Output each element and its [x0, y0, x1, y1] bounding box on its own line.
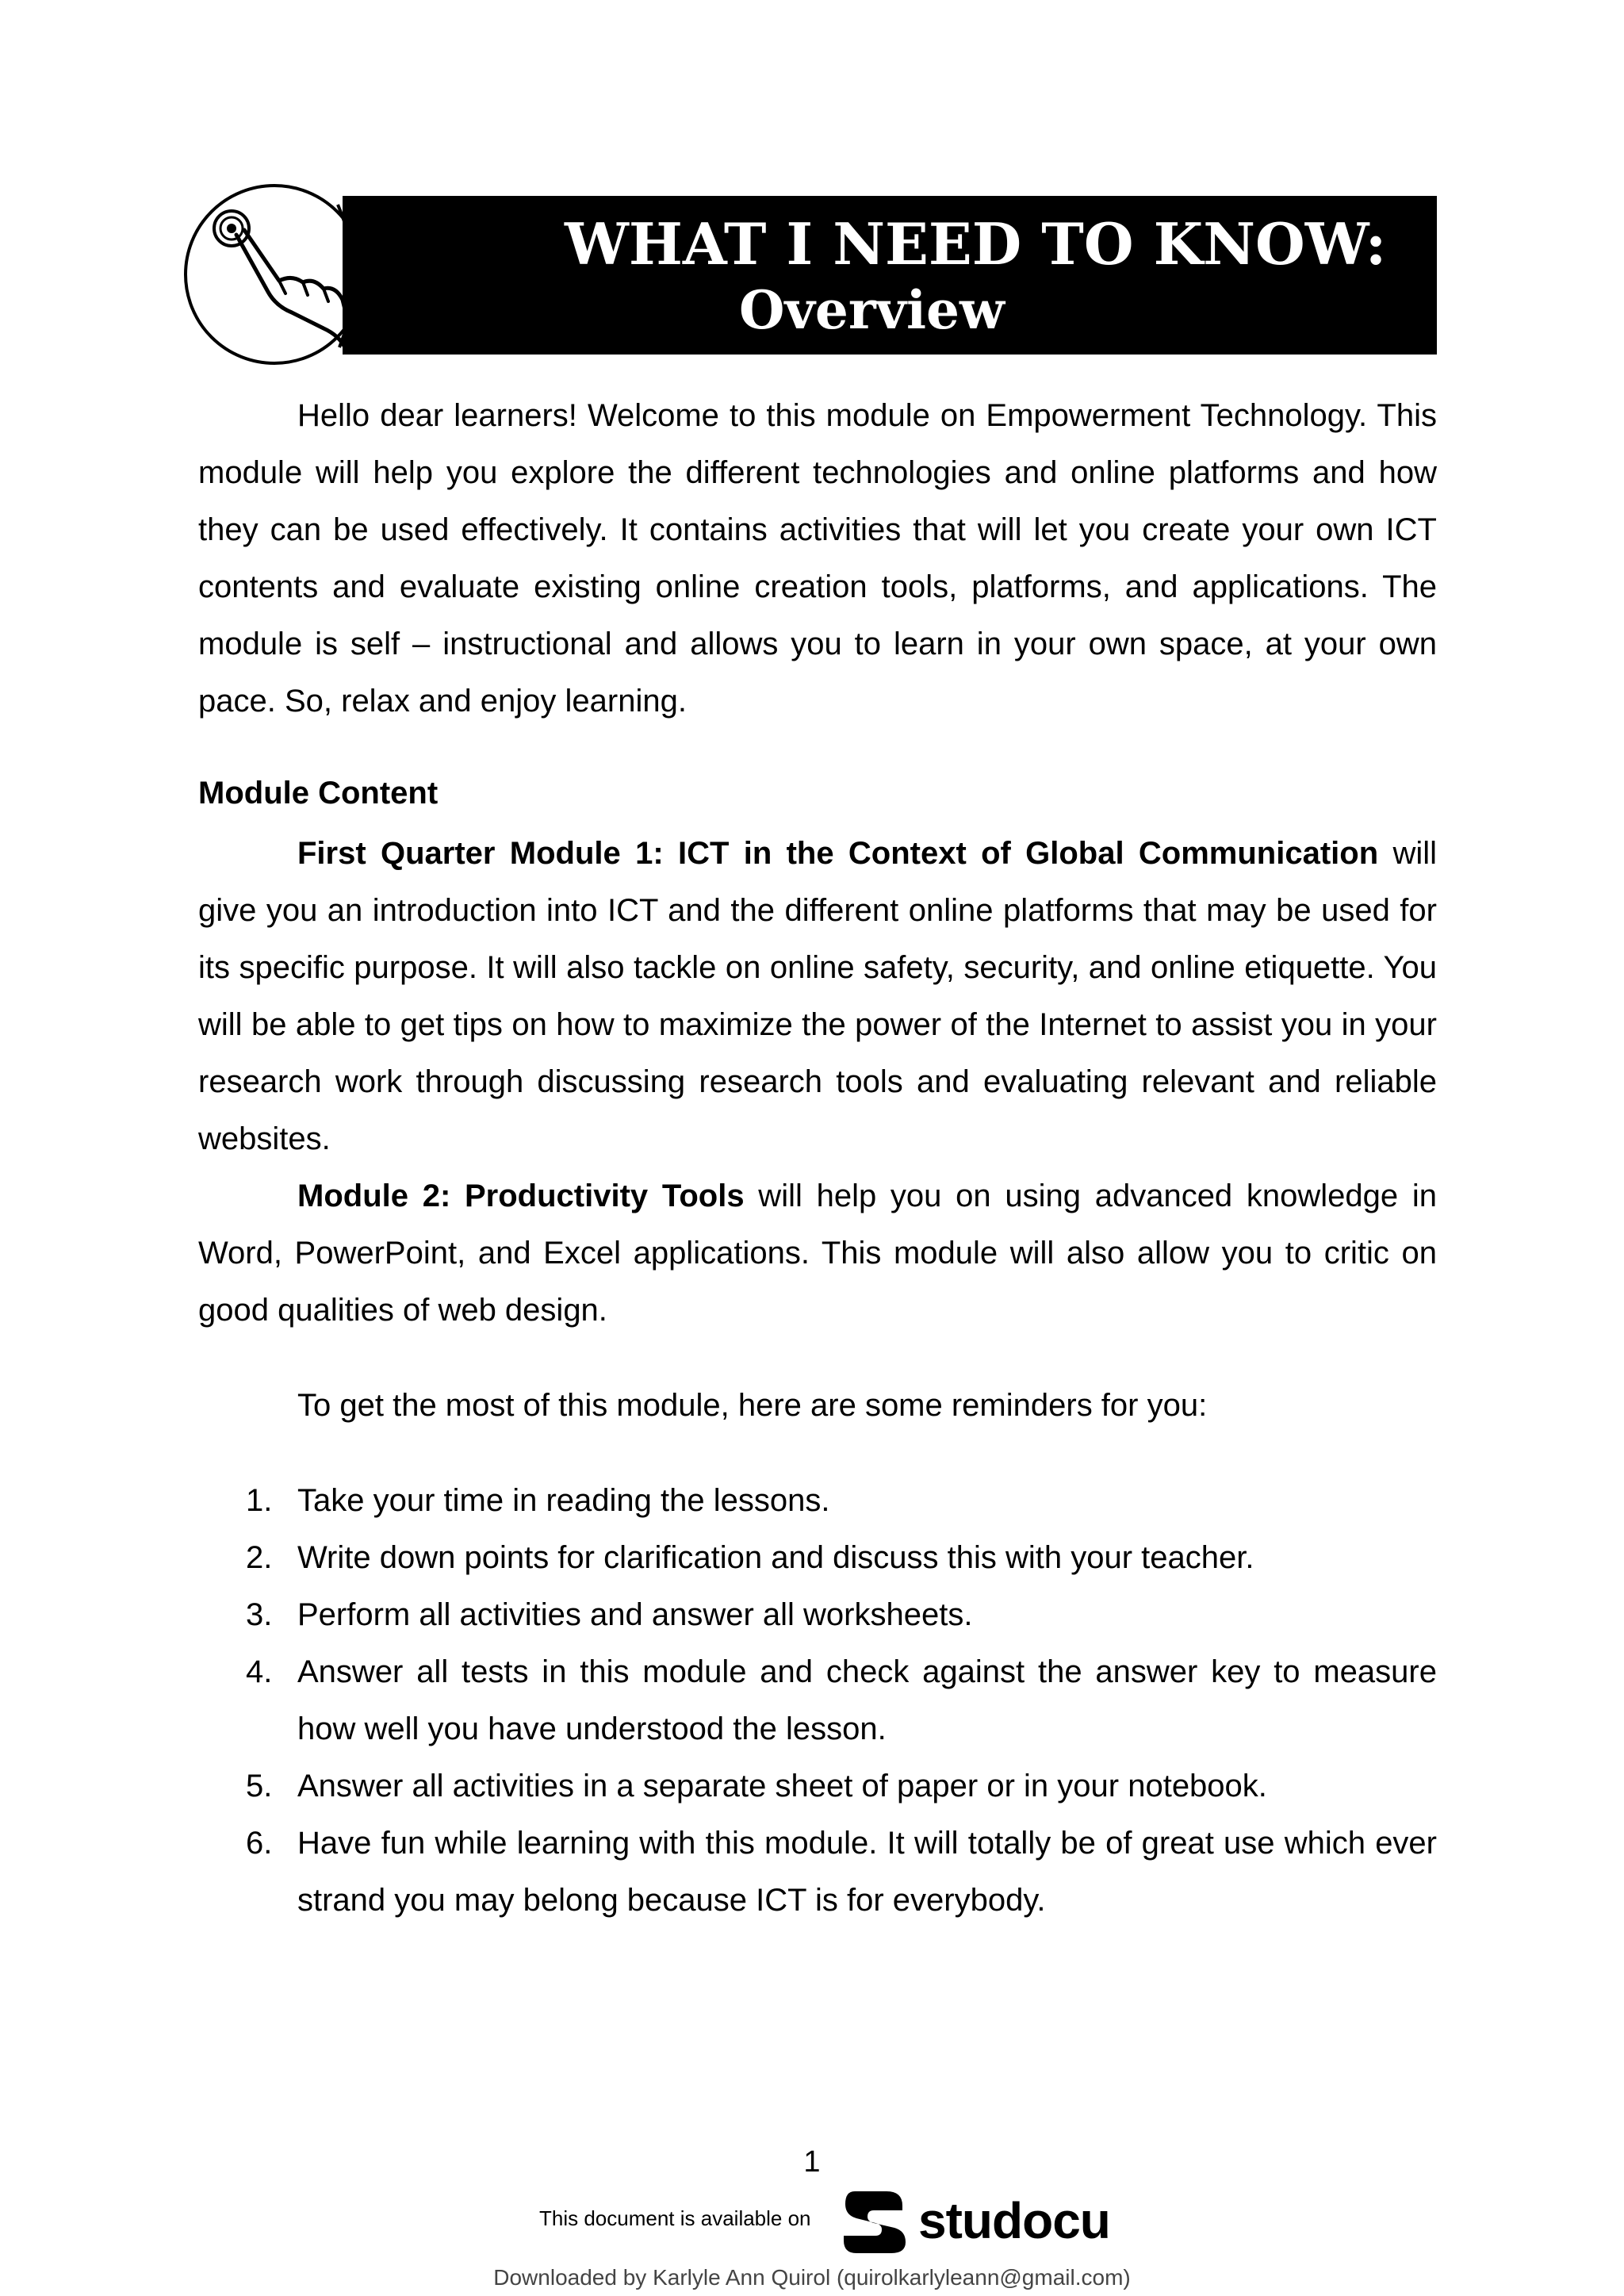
page-number: 1	[803, 2145, 821, 2179]
document-body	[198, 387, 1437, 1929]
module2-paragraph	[198, 1167, 1437, 1339]
list-item: 3. Perform all activities and answer all worksheets.	[246, 1597, 973, 1632]
studocu-logo[interactable]	[839, 2185, 1110, 2256]
available-on-text: This document is available on	[539, 2206, 811, 2230]
intro-paragraph: Hello dear learners! Welcome to this module on Empowerment Technology. This module will help you explore the different technologies and online platforms and how they can be used effectively. It contains activities that will let you create your own ICT contents and evaluate existing online creation tools, platforms, and applications. The module is self – instructional and allows you to learn in your own space, at your own pace. So, relax and enjoy learning.	[198, 398, 1437, 719]
studocu-wordmark: studocu	[918, 2192, 1110, 2249]
banner-title: WHAT I NEED TO KNOW:	[565, 210, 1387, 278]
module-content-heading: Module Content	[198, 776, 439, 811]
module1-paragraph	[198, 825, 1437, 1167]
module1-description: will give you an introduction into ICT and the different online platforms that may be used for its specific purpose. It will also tackle on online safety, security, and online etiquette. You will be able to get tips on how to maximize the power of the Internet to assist you in your research work through discussing research tools and evaluating relevant and reliable websites.	[198, 836, 1437, 1156]
list-item: 2. Write down points for clarification and discuss this with your teacher.	[246, 1540, 1254, 1575]
list-item: 1. Take your time in reading the lessons.	[246, 1483, 830, 1518]
module2-description: will help you on using advanced knowledge in Word, PowerPoint, and Excel applications. This module will also allow you to critic on good qualities of web design.	[198, 1179, 1438, 1328]
section-banner	[343, 196, 1437, 355]
reminders-list	[198, 1472, 1437, 1929]
studocu-mark-icon	[839, 2185, 910, 2256]
banner-subtitle: Overview	[739, 279, 1005, 341]
list-item: 6. Have fun while learning with this module. It will totally be of great use which ever strand you may belong because ICT is for everybody.	[246, 1826, 1437, 1918]
module1-title: First Quarter Module 1: ICT in the Context of Global Communication	[297, 836, 1379, 871]
list-item: 5. Answer all activities in a separate sheet of paper or in your notebook.	[246, 1769, 1267, 1803]
list-item: 4. Answer all tests in this module and check against the answer key to measure how well you have understood the lesson.	[246, 1654, 1437, 1746]
downloaded-by-text: Downloaded by Karlyle Ann Quirol (quirolkarlyleann@gmail.com)	[493, 2265, 1131, 2290]
reminders-intro: To get the most of this module, here are some reminders for you:	[297, 1388, 1208, 1423]
module2-title: Module 2: Productivity Tools	[297, 1179, 745, 1213]
